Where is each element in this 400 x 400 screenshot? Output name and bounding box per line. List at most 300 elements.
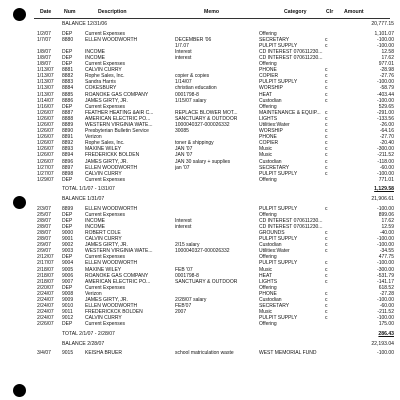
transaction-description: COKESBURY [85, 85, 117, 92]
balance-label: BALANCE 12/31/06 [62, 21, 108, 27]
transaction-memo: 0001798-8 [175, 91, 199, 98]
transaction-description: INCOME [85, 217, 105, 224]
transaction-date: 3/4/07 [37, 350, 51, 357]
transaction-cleared: c [325, 42, 328, 49]
transaction-amount: -100.00 [377, 170, 394, 177]
transaction-amount: -100.00 [377, 42, 394, 49]
transaction-cleared: c [325, 260, 328, 267]
transaction-category: PULPIT SUPPLY [259, 170, 298, 177]
transaction-date: 1/13/07 [37, 73, 54, 80]
transaction-category: Music [259, 146, 273, 153]
transaction-num: 9006 [62, 272, 74, 279]
transaction-description: FEATHER HEATING &AIR C... [85, 109, 154, 116]
transaction-date: 2/17/07 [37, 260, 54, 267]
header-num: Num [64, 9, 76, 15]
transaction-category: Offering [259, 321, 277, 328]
transaction-memo: 1/14/07 [175, 79, 192, 86]
transaction-category: PULPIT SUPPLY [259, 79, 298, 86]
transaction-description: Current Expenses [85, 211, 126, 218]
transaction-description: Current Expenses [85, 103, 126, 110]
transaction-date: 1/26/07 [37, 134, 54, 141]
transaction-amount: -100.00 [377, 350, 394, 357]
transaction-category: Utilities:Water [259, 248, 290, 255]
transaction-date: 2/24/07 [37, 297, 54, 304]
transaction-category: PULPIT SUPPLY [259, 315, 298, 322]
transaction-description: Current Expenses [85, 254, 126, 261]
transaction-amount: -27.76 [379, 73, 394, 80]
transaction-date: 1/8/07 [37, 54, 51, 61]
transaction-cleared: c [325, 140, 328, 147]
transaction-category: Offering [259, 176, 277, 183]
transaction-amount: -100.00 [377, 236, 394, 243]
transaction-date: 1/13/07 [37, 67, 54, 74]
transaction-num: 9010 [62, 303, 74, 310]
transaction-amount: -531.79 [377, 272, 394, 279]
transaction-description: Presbyterian Bulletin Service [85, 128, 149, 135]
transaction-num: 9015 [62, 350, 74, 357]
transaction-category: Offering [259, 254, 277, 261]
transaction-description: ROANOKE GAS COMPANY [85, 272, 149, 279]
transaction-description: FREDERICKK BOLDEN [85, 152, 140, 159]
transaction-date: 2/24/07 [37, 303, 54, 310]
transaction-description: ROBERT COLE [85, 230, 121, 236]
column-header-row [0, 9, 400, 18]
transaction-description: JAMES GIRTY, JR. [85, 242, 128, 249]
transaction-category: WORSHIP [259, 128, 283, 135]
transaction-amount: -27.70 [379, 134, 394, 141]
transaction-memo: jan '07 [175, 164, 190, 171]
transaction-cleared: c [325, 272, 328, 279]
transaction-category: Offering [259, 211, 277, 218]
transaction-cleared: c [325, 236, 328, 243]
transaction-num: 9005 [62, 266, 74, 273]
transaction-amount: 618.52 [378, 284, 394, 291]
transaction-cleared: c [325, 297, 328, 304]
transaction-category: PHONE [259, 67, 277, 74]
transaction-category: PULPIT SUPPLY [259, 42, 298, 49]
transaction-category: Music [259, 266, 273, 273]
transaction-memo: JAN '07 [175, 146, 193, 153]
transaction-date: 2/8/07 [37, 236, 51, 243]
transaction-date: 2/3/07 [37, 205, 51, 212]
transaction-date: 1/26/07 [37, 115, 54, 122]
transaction-date: 1/26/07 [37, 140, 54, 147]
transaction-date: 1/26/07 [37, 122, 54, 128]
transaction-date: 1/13/07 [37, 85, 54, 92]
transaction-description: WESTERN VIRGINIA WATE... [85, 122, 153, 128]
transaction-date: 1/16/07 [37, 103, 54, 110]
transaction-description: JAMES GIRTY, JR. [85, 97, 128, 104]
transaction-amount: 175.00 [378, 321, 394, 328]
transaction-num: 8881 [62, 67, 74, 74]
transaction-cleared: c [325, 205, 328, 212]
transaction-num: DEP [62, 61, 73, 68]
transaction-category: WORSHIP [259, 85, 283, 92]
transaction-memo: 0001798-8 [175, 272, 199, 279]
transaction-num: 8899 [62, 205, 74, 212]
transaction-category: Custodian [259, 297, 282, 304]
register-body [0, 21, 400, 400]
transaction-description: ELLEN WOODWORTH [85, 205, 138, 212]
transaction-cleared: c [325, 158, 328, 165]
transaction-amount: 771.01 [378, 176, 394, 183]
transaction-memo: 1/7.07 [175, 42, 189, 49]
header-rule [34, 18, 390, 19]
transaction-description: Current Expenses [85, 61, 126, 68]
transaction-amount: -211.52 [377, 309, 394, 316]
transaction-cleared: c [325, 128, 328, 135]
transaction-amount: -133.56 [377, 115, 394, 122]
transaction-description: Sandra Harris [85, 79, 116, 86]
transaction-description: Current Expenses [85, 284, 126, 291]
transaction-memo: FEB '07 [175, 266, 193, 273]
transaction-memo: school matriculation waste [175, 350, 234, 357]
transaction-memo: SANCTUARY & OUTDOOR [175, 115, 238, 122]
transaction-num: 8880 [62, 36, 74, 43]
transaction-row [0, 177, 400, 183]
transaction-category: COPIER [259, 73, 279, 80]
transaction-memo: Interest [175, 217, 192, 224]
transaction-num: 9004 [62, 260, 74, 267]
transaction-num: DEP [62, 254, 73, 261]
transaction-category: Music [259, 309, 273, 316]
transaction-description: CALVIN CURRY [85, 67, 122, 74]
transaction-num: 8894 [62, 152, 74, 159]
transaction-cleared: c [325, 109, 328, 116]
total-label: TOTAL 2/1/07 - 2/28/07 [62, 331, 115, 337]
transaction-date: 2/5/07 [37, 211, 51, 218]
total-row [0, 331, 400, 337]
transaction-memo: 1000040327-000026332 [175, 122, 230, 128]
transaction-amount: -100.00 [377, 36, 394, 43]
transaction-description: ELLEN WOODWORTH [85, 36, 138, 43]
transaction-date: 2/24/07 [37, 290, 54, 297]
transaction-description: KEISHA BRUER [85, 350, 122, 357]
transaction-num: 8882 [62, 73, 74, 80]
transaction-cleared: c [325, 278, 328, 285]
transaction-category: Custodian [259, 242, 282, 249]
transaction-cleared: c [325, 152, 328, 159]
transaction-num: 8897 [62, 164, 74, 171]
transaction-amount: -40.00 [379, 230, 394, 236]
total-amount: 286.43 [378, 331, 394, 337]
balance-row [0, 21, 400, 27]
transaction-num: 8885 [62, 91, 74, 98]
transaction-num: 8888 [62, 115, 74, 122]
transaction-category: HEAT [259, 91, 272, 98]
transaction-date: 1/26/07 [37, 146, 54, 153]
transaction-amount: -291.00 [377, 109, 394, 116]
transaction-amount: -20.40 [379, 140, 394, 147]
transaction-num: 8891 [62, 134, 74, 141]
transaction-category: GROUNDS [259, 230, 285, 236]
transaction-amount: -211.52 [377, 152, 394, 159]
transaction-category: WEST MEMORIAL FUND [259, 350, 317, 357]
transaction-cleared: c [325, 242, 328, 249]
transaction-cleared: c [325, 315, 328, 322]
transaction-category: PULPIT SUPPLY [259, 236, 298, 243]
transaction-num: 9011 [62, 309, 73, 316]
transaction-category: CD INTEREST 070611230... [259, 223, 323, 230]
transaction-category: PHONE [259, 290, 277, 297]
transaction-amount: -300.00 [377, 146, 394, 153]
balance-row [0, 341, 400, 347]
transaction-amount: -28.98 [379, 67, 394, 74]
transaction-category: SECRETARY [259, 164, 290, 171]
transaction-date: 2/18/07 [37, 272, 54, 279]
transaction-description: CALVIN CURRY [85, 236, 122, 243]
transaction-category: MAINTENANCE & EQUIP... [259, 109, 321, 116]
transaction-cleared: c [325, 230, 328, 236]
transaction-amount: -141.17 [377, 278, 394, 285]
transaction-category: Offering [259, 284, 277, 291]
balance-amount: 21,906.61 [371, 196, 394, 203]
transaction-amount: 12.58 [381, 48, 394, 55]
transaction-cleared: c [325, 146, 328, 153]
transaction-num: 8898 [62, 170, 74, 177]
balance-label: BALANCE 1/31/07 [62, 196, 105, 203]
transaction-date: 1/2/07 [37, 30, 51, 37]
transaction-cleared: c [325, 309, 328, 316]
transaction-description: MAXINE WILEY [85, 266, 122, 273]
transaction-amount: -100.00 [377, 205, 394, 212]
transaction-num: 9008 [62, 290, 74, 297]
transaction-description: MAXINE WILEY [85, 146, 122, 153]
transaction-num: 9000 [62, 230, 74, 236]
transaction-num: 8889 [62, 122, 74, 128]
transaction-num: 8887 [62, 109, 74, 116]
transaction-category: Offering [259, 103, 277, 110]
transaction-num: 9001 [62, 236, 74, 243]
transaction-amount: -60.00 [379, 164, 394, 171]
header-description: Description [98, 9, 127, 15]
transaction-description: Rophe Sales, Inc. [85, 140, 125, 147]
transaction-description: Verizon [85, 290, 102, 297]
transaction-description: ELLEN WOODWORTH [85, 303, 138, 310]
transaction-date: 2/18/07 [37, 266, 54, 273]
transaction-num: 8886 [62, 97, 74, 104]
transaction-num: DEP [62, 284, 73, 291]
transaction-description: Verizon [85, 134, 102, 141]
transaction-amount: -64.16 [379, 128, 394, 135]
transaction-category: CD INTEREST 070611230... [259, 54, 323, 61]
transaction-description: ROANOKE GAS COMPANY [85, 91, 149, 98]
transaction-num: DEP [62, 211, 73, 218]
transaction-date: 2/12/07 [37, 254, 54, 261]
transaction-cleared: c [325, 91, 328, 98]
transaction-amount: 1,101.07 [374, 30, 394, 37]
transaction-row [0, 350, 400, 356]
transaction-cleared: c [325, 97, 328, 104]
transaction-category: SECRETARY [259, 36, 290, 43]
transaction-date: 2/9/07 [37, 248, 51, 255]
header-amount: Amount [344, 9, 364, 15]
transaction-num: 9009 [62, 297, 74, 304]
balance-amount: 20,777.15 [371, 21, 394, 27]
transaction-description: ELLEN WOODWORTH [85, 164, 138, 171]
header-clr: Clr [326, 9, 334, 15]
transaction-num: DEP [62, 30, 73, 37]
transaction-date: 1/7/07 [37, 36, 51, 43]
transaction-date: 1/8/07 [37, 48, 51, 55]
transaction-cleared: c [325, 79, 328, 86]
transaction-memo: DECEMBER '06 [175, 36, 212, 43]
transaction-category: CD INTEREST 070611230... [259, 48, 323, 55]
transaction-memo: interest [175, 223, 192, 230]
transaction-num: DEP [62, 223, 73, 230]
transaction-num: DEP [62, 321, 73, 328]
transaction-amount: -118.00 [377, 158, 394, 165]
transaction-cleared: c [325, 248, 328, 255]
transaction-num: 9003 [62, 248, 74, 255]
transaction-memo: 30085 [175, 128, 189, 135]
transaction-num: DEP [62, 54, 73, 61]
transaction-date: 2/24/07 [37, 309, 54, 316]
transaction-memo: 1000040327-000026332 [175, 248, 230, 255]
transaction-date: 1/26/07 [37, 152, 54, 159]
transaction-description: ELLEN WOODWORTH [85, 260, 138, 267]
transaction-memo: toner & shippingy [175, 140, 214, 147]
balance-row [0, 196, 400, 202]
transaction-num: DEP [62, 103, 73, 110]
transaction-date: 2/18/07 [37, 278, 54, 285]
transaction-cleared: c [325, 73, 328, 80]
transaction-date: 2/26/07 [37, 321, 54, 328]
transaction-date: 2/20/07 [37, 284, 54, 291]
transaction-cleared: c [325, 170, 328, 177]
transaction-num: 8896 [62, 158, 74, 165]
transaction-memo: 2/28/07 salary [175, 297, 207, 304]
transaction-amount: -100.00 [377, 315, 394, 322]
transaction-cleared: c [325, 36, 328, 43]
transaction-amount: 529.65 [378, 103, 394, 110]
transaction-description: INCOME [85, 48, 105, 55]
transaction-date: 1/26/07 [37, 128, 54, 135]
transaction-date: 2/8/07 [37, 223, 51, 230]
transaction-description: Current Expenses [85, 321, 126, 328]
transaction-category: SECRETARY [259, 303, 290, 310]
transaction-amount: -100.00 [377, 97, 394, 104]
total-row [0, 186, 400, 192]
transaction-category: Offering [259, 30, 277, 37]
transaction-amount: 899.06 [378, 211, 394, 218]
transaction-num: 9002 [62, 242, 74, 249]
transaction-category: PHONE [259, 134, 277, 141]
transaction-memo: 2007 [175, 309, 187, 316]
transaction-memo: interest [175, 54, 192, 61]
transaction-description: JAMES GIRTY, JR. [85, 158, 128, 165]
transaction-memo: SANCTUARY & OUTDOOR [175, 278, 238, 285]
total-amount: 1,129.58 [374, 186, 394, 193]
transaction-category: LIGHTS [259, 115, 278, 122]
transaction-date: 2/8/07 [37, 217, 51, 224]
transaction-amount: 17.62 [381, 54, 394, 61]
header-category: Category [284, 9, 307, 15]
transaction-amount: -100.00 [377, 297, 394, 304]
transaction-category: LIGHTS [259, 278, 278, 285]
transaction-description: Current Expenses [85, 30, 126, 37]
transaction-date: 1/27/07 [37, 170, 54, 177]
transaction-memo: Interest [175, 48, 192, 55]
transaction-memo: copier & copies [175, 73, 210, 80]
transaction-memo: 1/15/07 salary [175, 97, 207, 104]
transaction-category: Offering [259, 61, 277, 68]
transaction-date: 1/29/07 [37, 176, 54, 183]
transaction-cleared: c [325, 85, 328, 92]
transaction-description: AMERICAN ELECTRIC PO... [85, 115, 151, 122]
balance-amount: 22,193.04 [371, 340, 394, 347]
transaction-amount: -34.55 [379, 248, 394, 255]
transaction-date: 2/9/07 [37, 242, 51, 249]
transaction-category: HEAT [259, 272, 272, 279]
transaction-cleared: c [325, 290, 328, 297]
transaction-date: 1/8/07 [37, 61, 51, 68]
transaction-amount: 17.62 [381, 217, 394, 224]
transaction-description: INCOME [85, 54, 105, 61]
transaction-amount: -60.00 [379, 303, 394, 310]
transaction-description: AMERICAN ELECTRIC PO... [85, 278, 151, 285]
transaction-date: 1/13/07 [37, 79, 54, 86]
transaction-memo: FEB'07 [175, 303, 192, 310]
transaction-amount: -58.79 [379, 85, 394, 92]
transaction-row [0, 321, 400, 327]
transaction-num: 8893 [62, 146, 74, 153]
transaction-num: 8892 [62, 140, 74, 147]
transaction-num: 8883 [62, 79, 74, 86]
transaction-memo: christian education [175, 85, 217, 92]
total-label: TOTAL 1/1/07 - 1/31/07 [62, 186, 115, 193]
transaction-date: 1/26/07 [37, 109, 54, 116]
transaction-description: Rophe Sales, Inc. [85, 73, 125, 80]
transaction-description: CALVIN CURRY [85, 170, 122, 177]
transaction-num: DEP [62, 176, 73, 183]
transaction-category: Custodian [259, 97, 282, 104]
transaction-cleared: c [325, 67, 328, 74]
transaction-cleared: c [325, 303, 328, 310]
transaction-amount: -26.00 [379, 122, 394, 128]
transaction-category: COPIER [259, 140, 279, 147]
transaction-description: INCOME [85, 223, 105, 230]
transaction-category: PULPIT SUPPLY [259, 260, 298, 267]
transaction-category: Custodian [259, 158, 282, 165]
transaction-num: 9007 [62, 278, 74, 285]
transaction-date: 2/8/07 [37, 230, 51, 236]
transaction-date: 2/24/07 [37, 315, 54, 322]
transaction-amount: -100.00 [377, 242, 394, 249]
transaction-description: CALVIN CURRY [85, 315, 122, 322]
transaction-amount: -100.00 [377, 79, 394, 86]
transaction-cleared: c [325, 122, 328, 128]
transaction-date: 1/27/07 [37, 164, 54, 171]
transaction-description: FREDERICKCK BOLDEN [85, 309, 143, 316]
transaction-amount: -100.00 [377, 260, 394, 267]
transaction-category: Music [259, 152, 273, 159]
transaction-num: DEP [62, 217, 73, 224]
transaction-category: Utilities:Water [259, 122, 290, 128]
header-date: Date [40, 9, 52, 15]
transaction-amount: -27.28 [379, 290, 394, 297]
transaction-category: PULPIT SUPPLY [259, 205, 298, 212]
transaction-num: 8890 [62, 128, 74, 135]
transaction-memo: JAN 30 salary + supplies [175, 158, 231, 165]
transaction-description: WESTERN VIRGINIA WATE... [85, 248, 153, 255]
transaction-description: Current Expenses [85, 176, 126, 183]
transaction-date: 1/13/07 [37, 91, 54, 98]
transaction-amount: 12.59 [381, 223, 394, 230]
transaction-date: 1/26/07 [37, 158, 54, 165]
transaction-memo: 2/15 salary [175, 242, 200, 249]
header-memo: Memo [204, 9, 219, 15]
